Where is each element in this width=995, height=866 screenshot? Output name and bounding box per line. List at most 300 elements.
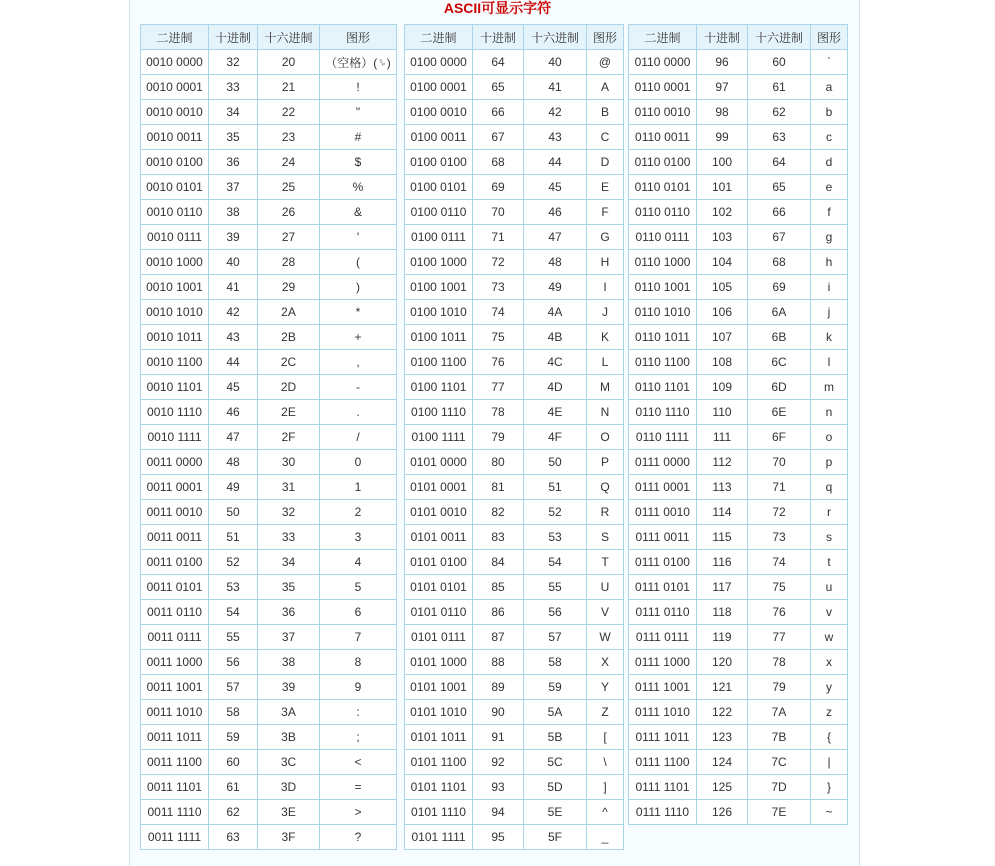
cell-binary: 0010 1100 xyxy=(141,350,209,375)
cell-decimal: 50 xyxy=(209,500,258,525)
cell-hex: 5A xyxy=(524,700,587,725)
cell-decimal: 42 xyxy=(209,300,258,325)
cell-glyph: _ xyxy=(587,825,624,850)
table-row xyxy=(141,225,397,250)
cell-binary: 0110 1101 xyxy=(629,375,697,400)
table-row xyxy=(141,675,397,700)
cell-binary: 0111 1011 xyxy=(629,725,697,750)
cell-glyph: ~ xyxy=(811,800,848,825)
cell-hex: 73 xyxy=(748,525,811,550)
cell-hex: 46 xyxy=(524,200,587,225)
cell-hex: 63 xyxy=(748,125,811,150)
cell-hex: 30 xyxy=(258,450,320,475)
cell-decimal: 100 xyxy=(697,150,748,175)
cell-hex: 60 xyxy=(748,50,811,75)
cell-glyph: p xyxy=(811,450,848,475)
cell-hex: 4D xyxy=(524,375,587,400)
cell-hex: 7E xyxy=(748,800,811,825)
table-row xyxy=(405,125,624,150)
table-row xyxy=(141,375,397,400)
cell-binary: 0101 1000 xyxy=(405,650,473,675)
cell-hex: 79 xyxy=(748,675,811,700)
cell-hex: 22 xyxy=(258,100,320,125)
cell-decimal: 76 xyxy=(473,350,524,375)
ascii-table-1 xyxy=(140,24,397,850)
cell-glyph: e xyxy=(811,175,848,200)
cell-decimal: 78 xyxy=(473,400,524,425)
cell-binary: 0010 0001 xyxy=(141,75,209,100)
cell-binary: 0110 0001 xyxy=(629,75,697,100)
cell-glyph: % xyxy=(320,175,397,200)
table-row xyxy=(629,575,848,600)
cell-decimal: 118 xyxy=(697,600,748,625)
cell-glyph: 5 xyxy=(320,575,397,600)
cell-binary: 0110 1011 xyxy=(629,325,697,350)
cell-hex: 3E xyxy=(258,800,320,825)
cell-glyph: $ xyxy=(320,150,397,175)
cell-glyph: D xyxy=(587,150,624,175)
cell-hex: 24 xyxy=(258,150,320,175)
cell-binary: 0010 1001 xyxy=(141,275,209,300)
cell-decimal: 32 xyxy=(209,50,258,75)
cell-decimal: 79 xyxy=(473,425,524,450)
cell-glyph: B xyxy=(587,100,624,125)
cell-decimal: 104 xyxy=(697,250,748,275)
cell-decimal: 87 xyxy=(473,625,524,650)
cell-glyph: 2 xyxy=(320,500,397,525)
cell-glyph: ^ xyxy=(587,800,624,825)
cell-glyph: * xyxy=(320,300,397,325)
cell-glyph: } xyxy=(811,775,848,800)
table-row xyxy=(629,800,848,825)
cell-glyph: < xyxy=(320,750,397,775)
cell-hex: 32 xyxy=(258,500,320,525)
cell-decimal: 62 xyxy=(209,800,258,825)
cell-binary: 0111 1110 xyxy=(629,800,697,825)
cell-binary: 0100 0110 xyxy=(405,200,473,225)
cell-hex: 51 xyxy=(524,475,587,500)
table-row xyxy=(629,100,848,125)
cell-binary: 0111 0011 xyxy=(629,525,697,550)
cell-hex: 75 xyxy=(748,575,811,600)
cell-hex: 37 xyxy=(258,625,320,650)
header-binary: 二进制 xyxy=(141,25,209,50)
cell-binary: 0101 0100 xyxy=(405,550,473,575)
cell-decimal: 43 xyxy=(209,325,258,350)
cell-glyph: x xyxy=(811,650,848,675)
cell-hex: 7D xyxy=(748,775,811,800)
cell-decimal: 41 xyxy=(209,275,258,300)
cell-hex: 68 xyxy=(748,250,811,275)
cell-binary: 0011 1001 xyxy=(141,675,209,700)
cell-binary: 0111 1001 xyxy=(629,675,697,700)
table-row xyxy=(405,425,624,450)
cell-glyph: r xyxy=(811,500,848,525)
table-row xyxy=(629,650,848,675)
table-row xyxy=(629,450,848,475)
cell-hex: 25 xyxy=(258,175,320,200)
cell-hex: 54 xyxy=(524,550,587,575)
cell-binary: 0110 0110 xyxy=(629,200,697,225)
cell-glyph: 0 xyxy=(320,450,397,475)
cell-hex: 44 xyxy=(524,150,587,175)
table-row xyxy=(629,600,848,625)
cell-hex: 52 xyxy=(524,500,587,525)
cell-decimal: 113 xyxy=(697,475,748,500)
table-row xyxy=(141,350,397,375)
table-row xyxy=(629,275,848,300)
cell-binary: 0011 0000 xyxy=(141,450,209,475)
cell-binary: 0110 0010 xyxy=(629,100,697,125)
cell-decimal: 89 xyxy=(473,675,524,700)
cell-hex: 43 xyxy=(524,125,587,150)
table-row xyxy=(141,175,397,200)
cell-decimal: 57 xyxy=(209,675,258,700)
table-row xyxy=(629,625,848,650)
cell-binary: 0101 0101 xyxy=(405,575,473,600)
table-row xyxy=(141,550,397,575)
cell-hex: 34 xyxy=(258,550,320,575)
cell-glyph: X xyxy=(587,650,624,675)
cell-glyph: M xyxy=(587,375,624,400)
cell-binary: 0110 1001 xyxy=(629,275,697,300)
cell-hex: 2E xyxy=(258,400,320,425)
cell-decimal: 81 xyxy=(473,475,524,500)
cell-decimal: 61 xyxy=(209,775,258,800)
cell-decimal: 35 xyxy=(209,125,258,150)
cell-decimal: 122 xyxy=(697,700,748,725)
cell-decimal: 106 xyxy=(697,300,748,325)
cell-hex: 65 xyxy=(748,175,811,200)
cell-binary: 0110 0101 xyxy=(629,175,697,200)
cell-decimal: 108 xyxy=(697,350,748,375)
cell-decimal: 77 xyxy=(473,375,524,400)
ascii-table-3 xyxy=(628,24,848,825)
cell-binary: 0011 1000 xyxy=(141,650,209,675)
table-row xyxy=(629,250,848,275)
cell-binary: 0100 0101 xyxy=(405,175,473,200)
cell-decimal: 72 xyxy=(473,250,524,275)
table-row xyxy=(141,125,397,150)
table-row xyxy=(405,550,624,575)
cell-hex: 5B xyxy=(524,725,587,750)
cell-glyph: a xyxy=(811,75,848,100)
cell-decimal: 52 xyxy=(209,550,258,575)
cell-binary: 0110 1110 xyxy=(629,400,697,425)
cell-glyph: 1 xyxy=(320,475,397,500)
cell-decimal: 54 xyxy=(209,600,258,625)
table-row xyxy=(405,200,624,225)
table-row xyxy=(405,400,624,425)
cell-glyph: i xyxy=(811,275,848,300)
cell-binary: 0101 1111 xyxy=(405,825,473,850)
cell-binary: 0100 0100 xyxy=(405,150,473,175)
cell-binary: 0111 0001 xyxy=(629,475,697,500)
cell-glyph: , xyxy=(320,350,397,375)
cell-hex: 6D xyxy=(748,375,811,400)
cell-glyph: N xyxy=(587,400,624,425)
cell-hex: 71 xyxy=(748,475,811,500)
cell-decimal: 92 xyxy=(473,750,524,775)
cell-decimal: 33 xyxy=(209,75,258,100)
cell-binary: 0010 1110 xyxy=(141,400,209,425)
cell-glyph: b xyxy=(811,100,848,125)
cell-glyph: o xyxy=(811,425,848,450)
cell-hex: 7B xyxy=(748,725,811,750)
cell-binary: 0010 1101 xyxy=(141,375,209,400)
table-row xyxy=(405,75,624,100)
cell-binary: 0010 0000 xyxy=(141,50,209,75)
cell-hex: 23 xyxy=(258,125,320,150)
cell-glyph: u xyxy=(811,575,848,600)
header-hex: 十六进制 xyxy=(748,25,811,50)
header-decimal: 十进制 xyxy=(209,25,258,50)
cell-hex: 2B xyxy=(258,325,320,350)
cell-glyph: A xyxy=(587,75,624,100)
table-row xyxy=(405,625,624,650)
cell-hex: 42 xyxy=(524,100,587,125)
table-row xyxy=(141,150,397,175)
page-title: ASCII可显示字符 xyxy=(443,0,552,16)
cell-decimal: 56 xyxy=(209,650,258,675)
cell-glyph: E xyxy=(587,175,624,200)
cell-hex: 21 xyxy=(258,75,320,100)
cell-binary: 0011 1110 xyxy=(141,800,209,825)
cell-binary: 0101 0000 xyxy=(405,450,473,475)
cell-glyph: P xyxy=(587,450,624,475)
cell-hex: 61 xyxy=(748,75,811,100)
cell-binary: 0010 1010 xyxy=(141,300,209,325)
cell-glyph: | xyxy=(811,750,848,775)
table-row xyxy=(141,825,397,850)
table-row xyxy=(629,675,848,700)
cell-hex: 29 xyxy=(258,275,320,300)
cell-decimal: 46 xyxy=(209,400,258,425)
cell-hex: 39 xyxy=(258,675,320,700)
cell-decimal: 116 xyxy=(697,550,748,575)
cell-hex: 64 xyxy=(748,150,811,175)
cell-glyph: ' xyxy=(320,225,397,250)
cell-binary: 0111 1101 xyxy=(629,775,697,800)
cell-binary: 0111 0010 xyxy=(629,500,697,525)
table-row xyxy=(405,475,624,500)
cell-hex: 26 xyxy=(258,200,320,225)
header-binary: 二进制 xyxy=(629,25,697,50)
table-row xyxy=(141,300,397,325)
cell-binary: 0010 1000 xyxy=(141,250,209,275)
cell-decimal: 99 xyxy=(697,125,748,150)
cell-binary: 0011 1111 xyxy=(141,825,209,850)
cell-decimal: 60 xyxy=(209,750,258,775)
table-row xyxy=(405,250,624,275)
cell-binary: 0101 1110 xyxy=(405,800,473,825)
table-row xyxy=(141,450,397,475)
cell-binary: 0110 0100 xyxy=(629,150,697,175)
cell-hex: 4A xyxy=(524,300,587,325)
cell-binary: 0101 0010 xyxy=(405,500,473,525)
cell-glyph: U xyxy=(587,575,624,600)
cell-hex: 3D xyxy=(258,775,320,800)
cell-decimal: 49 xyxy=(209,475,258,500)
table-row xyxy=(141,200,397,225)
cell-decimal: 75 xyxy=(473,325,524,350)
cell-glyph: S xyxy=(587,525,624,550)
cell-binary: 0110 0011 xyxy=(629,125,697,150)
cell-glyph: K xyxy=(587,325,624,350)
cell-decimal: 64 xyxy=(473,50,524,75)
cell-decimal: 80 xyxy=(473,450,524,475)
table-row xyxy=(141,400,397,425)
cell-binary: 0011 1011 xyxy=(141,725,209,750)
cell-glyph: W xyxy=(587,625,624,650)
cell-hex: 7C xyxy=(748,750,811,775)
table-header-row xyxy=(629,25,848,50)
cell-decimal: 120 xyxy=(697,650,748,675)
table-row xyxy=(405,175,624,200)
table-row xyxy=(629,750,848,775)
cell-binary: 0011 1101 xyxy=(141,775,209,800)
cell-hex: 3A xyxy=(258,700,320,725)
cell-decimal: 40 xyxy=(209,250,258,275)
table-row xyxy=(405,525,624,550)
cell-decimal: 44 xyxy=(209,350,258,375)
cell-glyph: Z xyxy=(587,700,624,725)
table-row xyxy=(141,75,397,100)
table-row xyxy=(405,725,624,750)
cell-decimal: 110 xyxy=(697,400,748,425)
cell-glyph: ! xyxy=(320,75,397,100)
cell-hex: 58 xyxy=(524,650,587,675)
cell-binary: 0110 1111 xyxy=(629,425,697,450)
cell-binary: 0101 0111 xyxy=(405,625,473,650)
table-row xyxy=(141,600,397,625)
cell-binary: 0100 0000 xyxy=(405,50,473,75)
cell-hex: 62 xyxy=(748,100,811,125)
cell-decimal: 47 xyxy=(209,425,258,450)
cell-decimal: 65 xyxy=(473,75,524,100)
cell-binary: 0100 1101 xyxy=(405,375,473,400)
cell-decimal: 117 xyxy=(697,575,748,600)
cell-glyph: 3 xyxy=(320,525,397,550)
cell-glyph: ` xyxy=(811,50,848,75)
cell-decimal: 95 xyxy=(473,825,524,850)
cell-glyph: [ xyxy=(587,725,624,750)
table-row xyxy=(629,175,848,200)
cell-hex: 56 xyxy=(524,600,587,625)
cell-decimal: 125 xyxy=(697,775,748,800)
cell-hex: 69 xyxy=(748,275,811,300)
table-row xyxy=(405,775,624,800)
cell-decimal: 119 xyxy=(697,625,748,650)
cell-decimal: 70 xyxy=(473,200,524,225)
cell-glyph: ( xyxy=(320,250,397,275)
cell-binary: 0110 0000 xyxy=(629,50,697,75)
cell-decimal: 38 xyxy=(209,200,258,225)
cell-glyph: = xyxy=(320,775,397,800)
table-row xyxy=(141,275,397,300)
cell-glyph: k xyxy=(811,325,848,350)
cell-hex: 70 xyxy=(748,450,811,475)
header-decimal: 十进制 xyxy=(473,25,524,50)
cell-hex: 2D xyxy=(258,375,320,400)
table-row xyxy=(405,675,624,700)
cell-glyph: T xyxy=(587,550,624,575)
cell-glyph: \ xyxy=(587,750,624,775)
table-row xyxy=(629,475,848,500)
cell-decimal: 66 xyxy=(473,100,524,125)
cell-glyph: 4 xyxy=(320,550,397,575)
cell-hex: 48 xyxy=(524,250,587,275)
cell-binary: 0011 0111 xyxy=(141,625,209,650)
cell-decimal: 96 xyxy=(697,50,748,75)
cell-decimal: 124 xyxy=(697,750,748,775)
table-row xyxy=(629,725,848,750)
cell-glyph: ; xyxy=(320,725,397,750)
cell-hex: 41 xyxy=(524,75,587,100)
cell-hex: 3B xyxy=(258,725,320,750)
cell-glyph: - xyxy=(320,375,397,400)
cell-glyph: I xyxy=(587,275,624,300)
cell-decimal: 68 xyxy=(473,150,524,175)
header-glyph: 图形 xyxy=(811,25,848,50)
table-row xyxy=(629,775,848,800)
cell-binary: 0110 1010 xyxy=(629,300,697,325)
table-row xyxy=(141,500,397,525)
cell-decimal: 71 xyxy=(473,225,524,250)
cell-glyph: f xyxy=(811,200,848,225)
cell-glyph: 9 xyxy=(320,675,397,700)
table-row xyxy=(629,700,848,725)
cell-hex: 76 xyxy=(748,600,811,625)
cell-glyph: w xyxy=(811,625,848,650)
cell-glyph: s xyxy=(811,525,848,550)
cell-glyph: F xyxy=(587,200,624,225)
cell-binary: 0111 0000 xyxy=(629,450,697,475)
cell-hex: 20 xyxy=(258,50,320,75)
cell-decimal: 83 xyxy=(473,525,524,550)
table-row xyxy=(141,425,397,450)
cell-hex: 5F xyxy=(524,825,587,850)
cell-hex: 74 xyxy=(748,550,811,575)
cell-hex: 28 xyxy=(258,250,320,275)
cell-hex: 27 xyxy=(258,225,320,250)
table-row xyxy=(405,300,624,325)
cell-binary: 0100 0001 xyxy=(405,75,473,100)
cell-hex: 50 xyxy=(524,450,587,475)
cell-glyph: > xyxy=(320,800,397,825)
cell-glyph: 6 xyxy=(320,600,397,625)
table-row xyxy=(405,375,624,400)
cell-hex: 5D xyxy=(524,775,587,800)
table-row xyxy=(629,325,848,350)
header-binary: 二进制 xyxy=(405,25,473,50)
cell-binary: 0101 0011 xyxy=(405,525,473,550)
cell-binary: 0100 1010 xyxy=(405,300,473,325)
table-row xyxy=(629,300,848,325)
cell-binary: 0101 1101 xyxy=(405,775,473,800)
cell-hex: 6A xyxy=(748,300,811,325)
table-row xyxy=(405,750,624,775)
cell-decimal: 115 xyxy=(697,525,748,550)
cell-binary: 0100 1000 xyxy=(405,250,473,275)
cell-binary: 0101 1010 xyxy=(405,700,473,725)
cell-glyph: 7 xyxy=(320,625,397,650)
cell-decimal: 37 xyxy=(209,175,258,200)
cell-binary: 0011 1100 xyxy=(141,750,209,775)
cell-decimal: 109 xyxy=(697,375,748,400)
cell-hex: 31 xyxy=(258,475,320,500)
table-row xyxy=(405,150,624,175)
